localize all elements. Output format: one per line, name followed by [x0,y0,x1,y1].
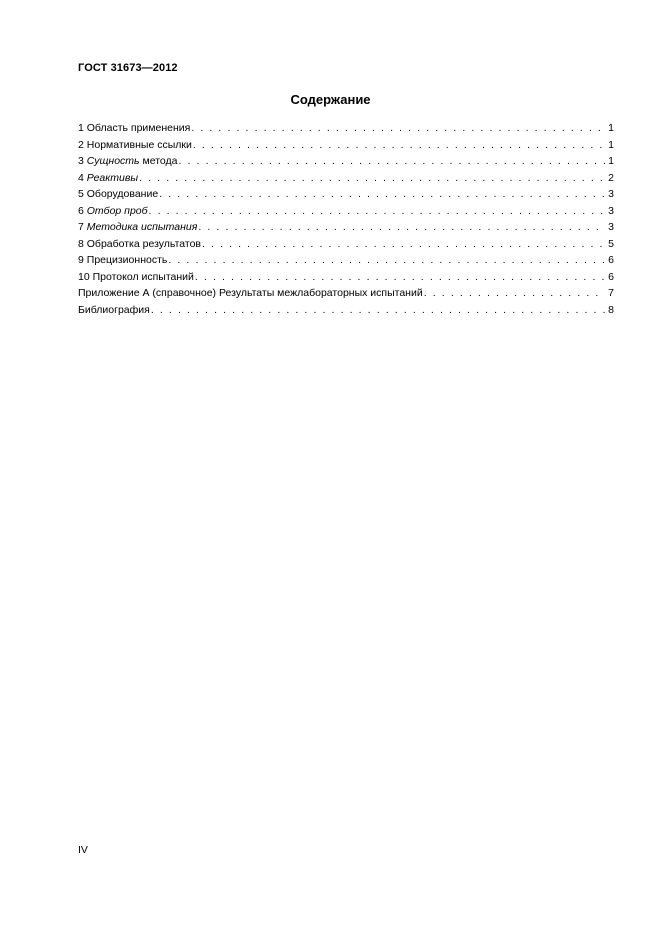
dot-leader [149,203,605,220]
table-of-contents [78,120,614,318]
toc-entry-label: 9 Прецизионность [78,254,168,266]
dot-leader [193,137,605,154]
toc-entry-label: 7 Методика испытания [78,221,198,233]
toc-entry-page: 1 [608,138,614,151]
dot-leader [202,236,605,253]
toc-entry-page: 2 [608,171,614,184]
toc-entry-page: 1 [608,122,614,134]
toc-entry-page: 6 [608,270,614,283]
toc-entry-test-procedure[interactable] [78,219,614,236]
toc-entry-page: 5 [608,237,614,250]
toc-entry-label: 6 Отбор проб [78,204,148,217]
dot-leader [159,186,605,203]
dot-leader [195,269,605,286]
toc-entry-page: 7 [608,287,614,299]
dot-leader [139,170,605,187]
toc-entry-page: 3 [608,221,614,233]
toc-entry-label: Библиография [78,303,150,316]
toc-entry-normative-references[interactable] [78,137,614,154]
toc-entry-label: 2 Нормативные ссылки [78,138,192,151]
dot-leader [424,285,605,302]
standard-header: ГОСТ 31673—2012 [78,62,178,74]
toc-entry-label: 10 Протокол испытаний [78,270,194,283]
page-number: IV [78,844,88,856]
toc-entry-reagents[interactable] [78,170,614,187]
dot-leader [168,252,605,269]
toc-entry-bibliography[interactable] [78,302,614,319]
toc-entry-scope[interactable] [78,120,614,137]
toc-title: Содержание [290,92,371,107]
toc-entry-page: 1 [608,155,614,167]
toc-entry-method-essence[interactable] [78,153,614,170]
toc-entry-label: Приложение А (справочное) Результаты межлабораторных испытаний [78,287,423,299]
toc-entry-sampling[interactable] [78,203,614,220]
toc-entry-label: 1 Область применения [78,122,191,134]
toc-entry-equipment[interactable] [78,186,614,203]
toc-entry-page: 8 [608,303,614,316]
toc-entry-label: 5 Оборудование [78,188,159,200]
toc-entry-page: 3 [608,204,614,217]
toc-entry-page: 6 [608,254,614,266]
toc-entry-label: 3 Сущность метода [78,155,178,167]
dot-leader [178,153,605,170]
toc-entry-label: 8 Обработка результатов [78,237,201,250]
toc-entry-test-report[interactable] [78,269,614,286]
toc-entry-label: 4 Реактивы [78,171,139,184]
dot-leader [191,120,605,137]
toc-entry-appendix-a[interactable] [78,285,614,302]
dot-leader [151,302,605,319]
dot-leader [198,219,605,236]
toc-entry-precision[interactable] [78,252,614,269]
toc-entry-page: 3 [608,188,614,200]
toc-entry-results-processing[interactable] [78,236,614,253]
